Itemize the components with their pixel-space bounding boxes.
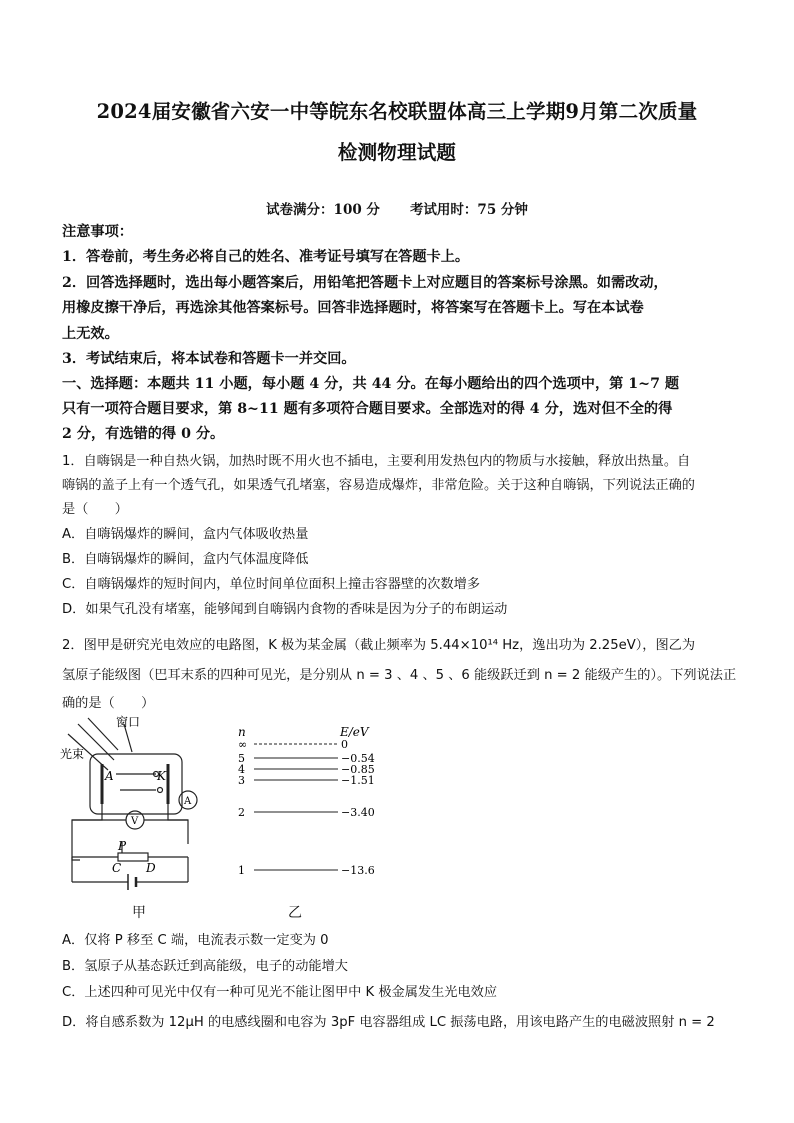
notice-line: 2．回答选择题时，选出每小题答案后，用铅笔把答题卡上对应题目的答案标号涂黑。如需改动， xyxy=(62,275,668,291)
e-header: E/eV xyxy=(340,725,369,739)
q2-stem: 2．图甲是研究光电效应的电路图，K 极为某金属（截止频率为 5.44×10¹⁴ Hz，逸出功为 2.25eV），图乙为 xyxy=(62,638,696,653)
section-instructions: 只有一项符合题目要求，第 8~11 题有多项符合题目要求。全部选对的得 4 分，选对但不全的得 xyxy=(62,401,673,417)
q2-stem: 氢原子能级图（巴耳末系的四种可见光，是分别从 n = 3 、4 、5 、6 能级跃迁到 n = 2 能级产生的）。下列说法正 xyxy=(62,668,737,683)
electrode-a-label: A xyxy=(105,769,114,783)
q1-option-b[interactable]: B．自嗨锅爆炸的瞬间，盒内气体温度降低 xyxy=(62,552,309,567)
q1-stem: 嗨锅的盖子上有一个透气孔，如果透气孔堵塞，容易造成爆炸，非常危险。关于这种自嗨锅，下列说法正确的 xyxy=(62,478,695,493)
exam-title-line1: 2024届安徽省六安一中等皖东名校联盟体高三上学期9月第二次质量 xyxy=(96,100,698,123)
circuit-diagram xyxy=(60,712,210,902)
n-header: n xyxy=(238,725,246,739)
q1-option-d[interactable]: D．如果气孔没有堵塞，能够闻到自嗨锅内食物的香味是因为分子的布朗运动 xyxy=(62,602,508,617)
notice-line: 1．答卷前，考生务必将自己的姓名、准考证号填写在答题卡上。 xyxy=(62,249,470,265)
notice-heading: 注意事项： xyxy=(62,224,133,240)
level-energy-label: −0.85 xyxy=(341,763,375,776)
level-energy-label: −1.51 xyxy=(341,774,375,787)
level-n-label: 2 xyxy=(238,806,245,819)
q2-option-a[interactable]: A．仅将 P 移至 C 端，电流表示数一定变为 0 xyxy=(62,933,329,948)
window-label: 窗口 xyxy=(116,715,141,729)
q2-option-b[interactable]: B．氢原子从基态跃迁到高能级，电子的动能增大 xyxy=(62,959,348,974)
q1-option-c[interactable]: C．自嗨锅爆炸的短时间内，单位时间单位面积上撞击容器壁的次数增多 xyxy=(62,577,481,592)
terminal-c-label: C xyxy=(112,861,122,875)
voltmeter-label: V xyxy=(131,816,139,827)
slider-p-label: P xyxy=(118,839,127,853)
level-energy-label: −13.6 xyxy=(341,864,375,877)
level-n-label: 4 xyxy=(238,763,245,776)
level-energy-label: 0 xyxy=(341,738,348,751)
q1-option-a[interactable]: A．自嗨锅爆炸的瞬间，盒内气体吸收热量 xyxy=(62,527,309,542)
exam-info xyxy=(0,198,794,218)
notice-line: 用橡皮擦干净后，再选涂其他答案标号。回答非选择题时，将答案写在答题卡上。写在本试卷 xyxy=(62,300,644,316)
q2-option-d[interactable]: D．将自感系数为 12μH 的电感线圈和电容为 3pF 电容器组成 LC 振荡电路，用该电路产生的电磁波照射 n = 2 xyxy=(62,1015,715,1030)
q1-stem: 1．自嗨锅是一种自热火锅，加热时既不用火也不插电，主要利用发热包内的物质与水接触，释放出热量。自 xyxy=(62,454,691,469)
level-n-label: 3 xyxy=(238,774,245,787)
q2-option-c[interactable]: C．上述四种可见光中仅有一种可见光不能让图甲中 K 极金属发生光电效应 xyxy=(62,985,498,1000)
q2-stem: 确的是（ ） xyxy=(62,696,155,711)
terminal-d-label: D xyxy=(146,861,156,875)
level-n-label: 5 xyxy=(238,752,245,765)
q1-stem: 是（ ） xyxy=(62,502,128,517)
level-energy-label: −3.40 xyxy=(341,806,375,819)
section-instructions: 一、选择题：本题共 11 小题，每小题 4 分，共 44 分。在每小题给出的四个选项中，第 1~7 题 xyxy=(62,376,680,392)
notice-line: 3．考试结束后，将本试卷和答题卡一并交回。 xyxy=(62,351,356,367)
beam-label: 光束 xyxy=(60,747,85,761)
electrode-k-label: K xyxy=(157,769,166,783)
figure-yi-caption: 乙 xyxy=(288,905,302,921)
level-n-label: ∞ xyxy=(238,738,248,751)
notice-line: 上无效。 xyxy=(62,326,119,342)
level-energy-label: −0.54 xyxy=(341,752,375,765)
ammeter-label: A xyxy=(184,796,192,807)
energy-level-diagram xyxy=(228,722,388,882)
exam-time: 考试用时：75 分钟 xyxy=(409,202,528,218)
full-score: 试卷满分：100 分 xyxy=(266,202,380,218)
figure-jia-caption: 甲 xyxy=(132,905,146,921)
level-n-label: 1 xyxy=(238,864,245,877)
exam-title-line2: 检测物理试题 xyxy=(337,141,457,164)
section-instructions: 2 分，有选错的得 0 分。 xyxy=(62,426,225,442)
